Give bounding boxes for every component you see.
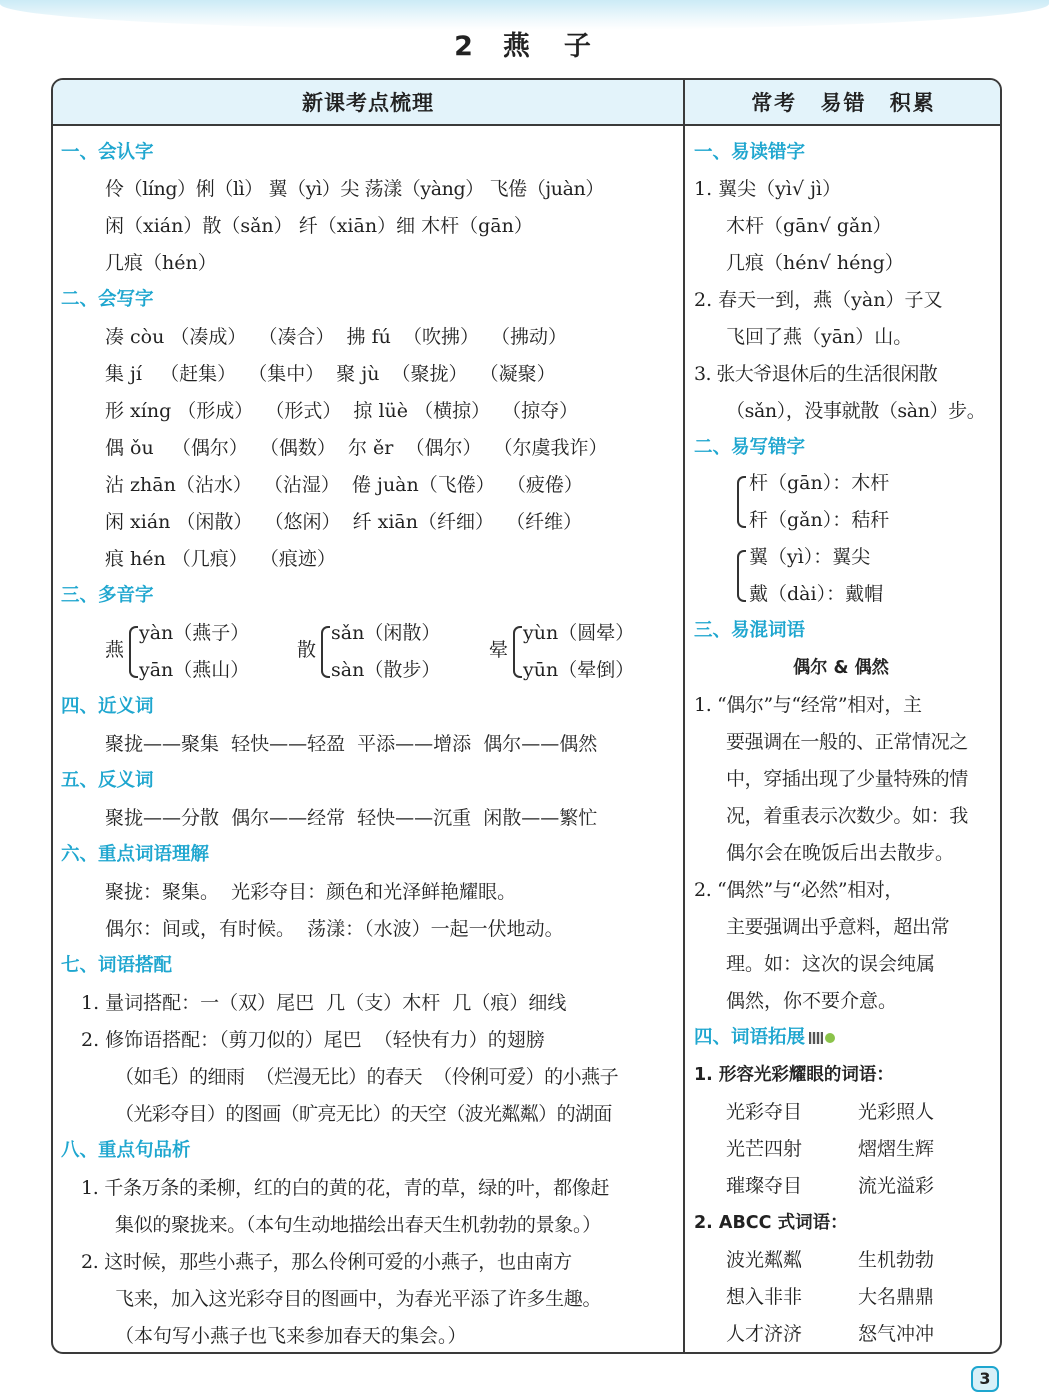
polyphone-reading: sàn（散步） (331, 659, 441, 681)
confusing-line-2: 要强调在一般的、正常情况之 (726, 731, 968, 753)
right-column-header: 常考 易错 积累 (751, 91, 936, 115)
section-heading-confusing: 三、易混词语 (694, 620, 806, 641)
brace-mark (737, 550, 746, 602)
section-heading-collocation: 七、词语搭配 (61, 955, 173, 976)
sentence-line-5: （本句写小燕子也飞来参加春天的集会。） (115, 1325, 467, 1347)
left-column-header: 新课考点梳理 (302, 91, 434, 115)
misread-line-6: 3. 张大爷退休后的生活很闲散 (694, 363, 938, 385)
recognize-line-2: 闲（xián）散（sǎn） 纤（xiān）细 木杆（gān） (105, 215, 533, 237)
miswrite-line-2: 秆（gǎn）：秸秆 (749, 509, 890, 531)
brace-mark (321, 626, 330, 678)
title-char-1: 燕 (502, 31, 534, 62)
collocation-line-4: （光彩夺目）的图画（旷亮无比）的天空（波光粼粼）的湖面 (115, 1103, 612, 1125)
key-words-line-1: 聚拢：聚集。 光彩夺目：颜色和光泽鲜艳耀眼。 (105, 881, 517, 903)
polyphone-char-yun: 晕 (489, 639, 509, 661)
qr-code-icon (809, 1032, 823, 1044)
section-heading-key-words: 六、重点词语理解 (61, 844, 210, 865)
expansion-word: 光彩照人 (858, 1101, 935, 1123)
confusing-line-5: 偶尔会在晚饭后出去散步。 (726, 842, 955, 864)
header-row (53, 80, 1000, 126)
expansion-word: 生机勃勃 (858, 1249, 935, 1271)
expansion-word: 大名鼎鼎 (858, 1286, 935, 1308)
expansion-subheading-1: 1. 形容光彩耀眼的词语： (694, 1065, 894, 1085)
confusing-line-8: 理。如：这次的误会纯属 (726, 953, 936, 975)
key-words-line-2: 偶尔：间或，有时候。 荡漾：（水波）一起一伏地动。 (105, 918, 564, 940)
polyphone-char-san: 散 (297, 639, 317, 661)
content-frame (51, 78, 1002, 1354)
sentence-line-3: 2. 这时候，那些小燕子，那么伶俐可爱的小燕子，也由南方 (81, 1251, 572, 1273)
expansion-word: 波光粼粼 (726, 1249, 803, 1271)
section-heading-recognize: 一、会认字 (61, 142, 154, 163)
section-heading-polyphone: 三、多音字 (61, 585, 154, 606)
misread-line-1: 1. 翼尖（yì√ jì） (694, 178, 842, 200)
synonyms-line: 聚拢——聚集 轻快——轻盈 平添——增添 偶尔——偶然 (105, 733, 598, 755)
misread-line-2: 木杆（gān√ gǎn） (726, 215, 892, 237)
section-heading-antonyms: 五、反义词 (61, 770, 154, 791)
polyphone-char-yan: 燕 (105, 639, 125, 661)
lesson-number: 2 (454, 31, 477, 62)
write-line-3: 形 xíng （形成） （形式） 掠 lüè （横掠） （掠夺） (105, 400, 579, 422)
expansion-word: 想入非非 (726, 1286, 803, 1308)
expansion-word: 光彩夺目 (726, 1101, 803, 1123)
misread-line-5: 飞回了燕（yān）山。 (726, 326, 913, 348)
confusing-line-6: 2. “偶然”与“必然”相对， (694, 879, 904, 901)
section-heading-synonyms: 四、近义词 (61, 696, 154, 717)
page-number: 3 (971, 1366, 999, 1392)
audio-icon (825, 1033, 835, 1043)
antonyms-line: 聚拢——分散 偶尔——经常 轻快——沉重 闲散——繁忙 (105, 807, 598, 829)
misread-line-3: 几痕（hén√ héng） (726, 252, 904, 274)
write-line-7: 痕 hén （几痕） （痕迹） (105, 548, 336, 570)
confusing-line-7: 主要强调出乎意料，超出常 (726, 916, 950, 938)
confusing-line-4: 况，着重表示次数少。如：我 (726, 805, 968, 827)
misread-line-4: 2. 春天一到，燕（yàn）子又 (694, 289, 943, 311)
expansion-heading-text: 四、词语拓展 (694, 1027, 806, 1048)
miswrite-line-1: 杆（gān）：木杆 (749, 472, 890, 494)
expansion-word: 人才济济 (726, 1323, 803, 1345)
section-heading-miswrite: 二、易写错字 (694, 437, 806, 458)
write-line-2: 集 jí （赶集） （集中） 聚 jù （聚拢） （凝聚） (105, 363, 556, 385)
page-title (0, 24, 1049, 63)
polyphone-reading: yān（燕山） (139, 659, 250, 681)
expansion-word: 璀璨夺目 (726, 1175, 803, 1197)
polyphone-reading: yàn（燕子） (139, 622, 250, 644)
polyphone-reading: yùn（圆晕） (523, 622, 635, 644)
brace-mark (737, 476, 746, 528)
recognize-line-1: 伶（líng）俐（lì） 翼（yì）尖 荡漾（yàng） 飞倦（juàn） (105, 178, 604, 200)
miswrite-line-4: 戴（dài）：戴帽 (749, 583, 884, 605)
polyphone-reading: yūn（晕倒） (523, 659, 635, 681)
confusing-line-3: 中，穿插出现了少量特殊的情 (726, 768, 968, 790)
collocation-line-3: （如毛）的细雨 （烂漫无比）的春天 （伶俐可爱）的小燕子 (115, 1066, 619, 1088)
sentence-line-1: 1. 千条万条的柔柳，红的白的黄的花，青的草，绿的叶，都像赶 (81, 1177, 610, 1199)
column-divider (683, 80, 685, 1352)
brace-mark (513, 626, 522, 678)
confusing-line-9: 偶然，你不要介意。 (726, 990, 898, 1012)
section-heading-expansion (694, 1025, 835, 1051)
expansion-subheading-2: 2. ABCC 式词语： (694, 1213, 848, 1233)
sentence-line-2: 集似的聚拢来。（本句生动地描绘出春天生机勃勃的景象。） (115, 1214, 601, 1236)
section-heading-write: 二、会写字 (61, 289, 154, 310)
polyphone-reading: sǎn（闲散） (331, 622, 441, 644)
expansion-word: 熠熠生辉 (858, 1138, 935, 1160)
expansion-word: 怒气冲冲 (858, 1323, 935, 1345)
section-heading-sentences: 八、重点句品析 (61, 1140, 191, 1161)
expansion-word: 光芒四射 (726, 1138, 803, 1160)
section-heading-misread: 一、易读错字 (694, 142, 806, 163)
title-char-2: 子 (563, 31, 595, 62)
write-line-4: 偶 ǒu （偶尔） （偶数） 尔 ěr （偶尔） （尔虞我诈） (105, 437, 608, 459)
collocation-line-1: 1. 量词搭配：一（双）尾巴 几（支）木杆 几（痕）细线 (81, 992, 567, 1014)
write-line-5: 沾 zhān（沾水） （沾湿） 倦 juàn（飞倦） （疲倦） (105, 474, 583, 496)
confusing-line-1: 1. “偶尔”与“经常”相对，主 (694, 694, 922, 716)
misread-line-7: （sǎn），没事就散（sàn）步。 (726, 400, 986, 422)
brace-mark (129, 626, 138, 678)
miswrite-line-3: 翼（yì）：翼尖 (749, 546, 871, 568)
confusing-subtitle: 偶尔 & 偶然 (793, 658, 889, 678)
expansion-word: 流光溢彩 (858, 1175, 935, 1197)
recognize-line-3: 几痕（hén） (105, 252, 217, 274)
collocation-line-2: 2. 修饰语搭配：（剪刀似的）尾巴 （轻快有力）的翅膀 (81, 1029, 545, 1051)
sentence-line-4: 飞来，加入这光彩夺目的图画中，为春光平添了许多生趣。 (115, 1288, 602, 1310)
write-line-6: 闲 xián （闲散） （悠闲） 纤 xiān（纤细） （纤维） (105, 511, 583, 533)
write-line-1: 凑 còu （凑成） （凑合） 拂 fú （吹拂） （拂动） (105, 326, 568, 348)
